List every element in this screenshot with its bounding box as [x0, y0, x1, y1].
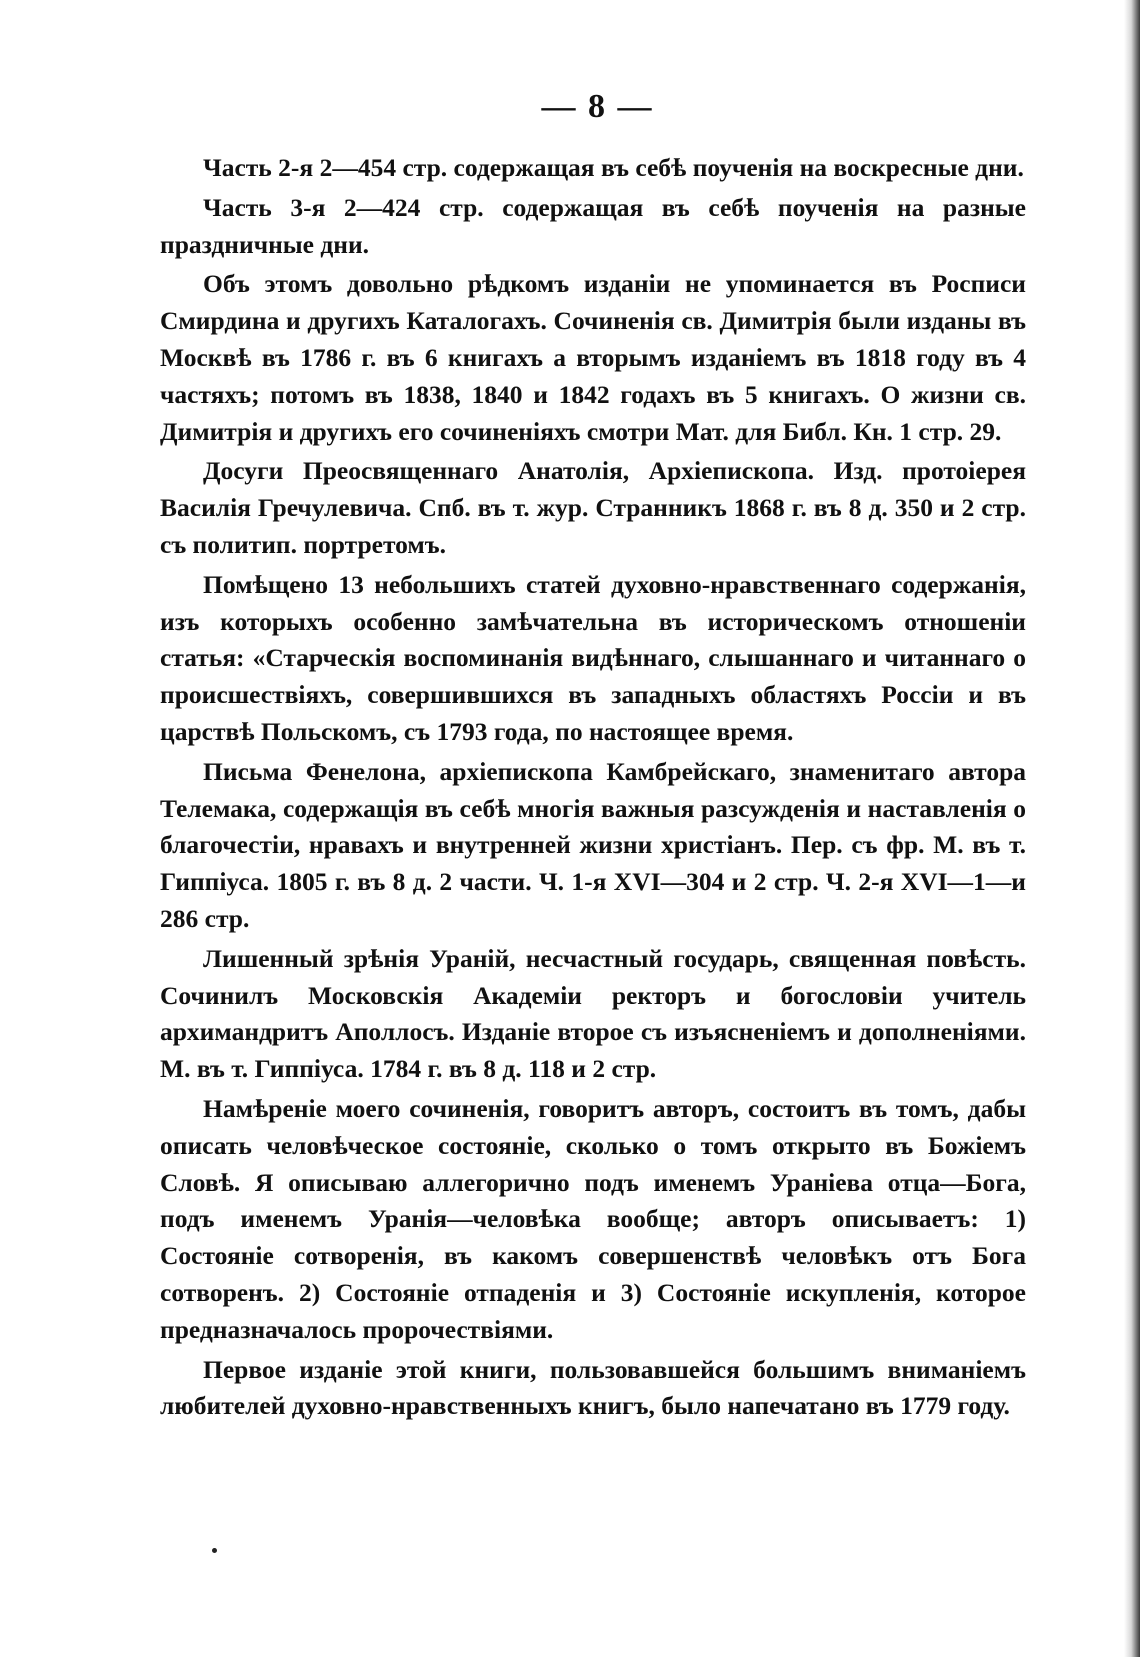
entry-title: Лишенный: [203, 943, 334, 973]
page-edge-shadow: [1124, 0, 1140, 1657]
paragraph: [160, 1091, 1026, 1349]
paragraph: [160, 266, 1026, 450]
paragraph: [160, 190, 1026, 264]
paragraph-text: Часть 2-я 2—454 стр. содержащая въ себѣ поученія на воскресные дни.: [203, 153, 1024, 182]
paragraph-text: Преосвященнаго Анатолія, Архіепископа. Изд. протоіерея Василія Гречулевича. Спб. въ т. жур. Странникъ 1868 г. въ 8 д. 350 и 2 стр. съ политип. портретомъ.: [160, 456, 1026, 559]
paragraph-text: Часть 3-я 2—424 стр. содержащая въ себѣ поученія на разные праздничные дни.: [160, 192, 1026, 259]
paragraph: [160, 1352, 1026, 1426]
entry-title: Досуги: [203, 456, 284, 486]
paragraph: [160, 567, 1026, 751]
paragraph-text: Помѣщено 13 небольшихъ статей духовно-нравственнаго содержанія, изъ которыхъ особенно замѣчательна въ историческомъ отношеніи статья: «Старческія воспоминанія видѣннаго, слышаннаго и читаннаго о происшествіяхъ, совершившихся въ западныхъ областяхъ Россіи и въ царствѣ Польскомъ, съ 1793 года, по настоящее время.: [160, 569, 1026, 746]
entry-paragraph: [160, 941, 1026, 1088]
ink-speck: [212, 1548, 217, 1553]
paragraph-text: Намѣреніе моего сочиненія, говоритъ авторъ, состоитъ въ томъ, дабы описать человѣческое состояніе, сколько о томъ открыто въ Божіемъ Словѣ. Я описываю аллегорично подъ именемъ Ураніева отца—Бога, подъ именемъ Уранія—человѣка вообще; авторъ описываетъ: 1) Состояніе сотворенія, въ какомъ совершенствѣ человѣкъ отъ Бога сотворенъ. 2) Состояніе отпаденія и 3) Состояніе искупленія, которое предназначалось пророчествіями.: [160, 1093, 1026, 1344]
entry-paragraph: [160, 453, 1026, 563]
body-text: [160, 150, 1026, 1428]
entry-paragraph: [160, 754, 1026, 938]
paragraph-text: Объ этомъ довольно рѣдкомъ изданіи не упоминается въ Росписи Смирдина и другихъ Каталогахъ. Сочиненія св. Димитрія были изданы въ Москвѣ въ 1786 г. въ 6 книгахъ а вторымъ изданіемъ въ 1818 году въ 4 частяхъ; потомъ въ 1838, 1840 и 1842 годахъ въ 5 книгахъ. О жизни св. Димитрія и другихъ его сочиненіяхъ смотри Мат. для Библ. Кн. 1 стр. 29.: [160, 269, 1026, 446]
paragraph-text: Фенелона, архіепископа Камбрейскаго, знаменитаго автора Телемака, содержащія въ себѣ многія важныя разсужденія и наставленія о благочестіи, нравахъ и внутренней жизни христіанъ. Пер. съ фр. М. въ т. Гиппіуса. 1805 г. въ 8 д. 2 части. Ч. 1-я XVI—304 и 2 стр. Ч. 2-я XVI—1—и 286 стр.: [160, 756, 1026, 933]
paragraph-text: зрѣнія Ураній, несчастный государь, священная повѣсть. Сочинилъ Московскія Академіи ректоръ и богословіи учитель архимандритъ Аполлосъ. Изданіе второе съ изъясненіемъ и дополненіями. М. въ т. Гиппіуса. 1784 г. въ 8 д. 118 и 2 стр.: [160, 943, 1026, 1084]
page-number: — 8 —: [541, 88, 654, 125]
paragraph-text: Первое изданіе этой книги, пользовавшейся большимъ вниманіемъ любителей духовно-нравственныхъ книгъ, было напечатано въ 1779 году.: [160, 1354, 1026, 1421]
entry-title: Письма: [203, 756, 293, 786]
paragraph: [160, 150, 1026, 187]
